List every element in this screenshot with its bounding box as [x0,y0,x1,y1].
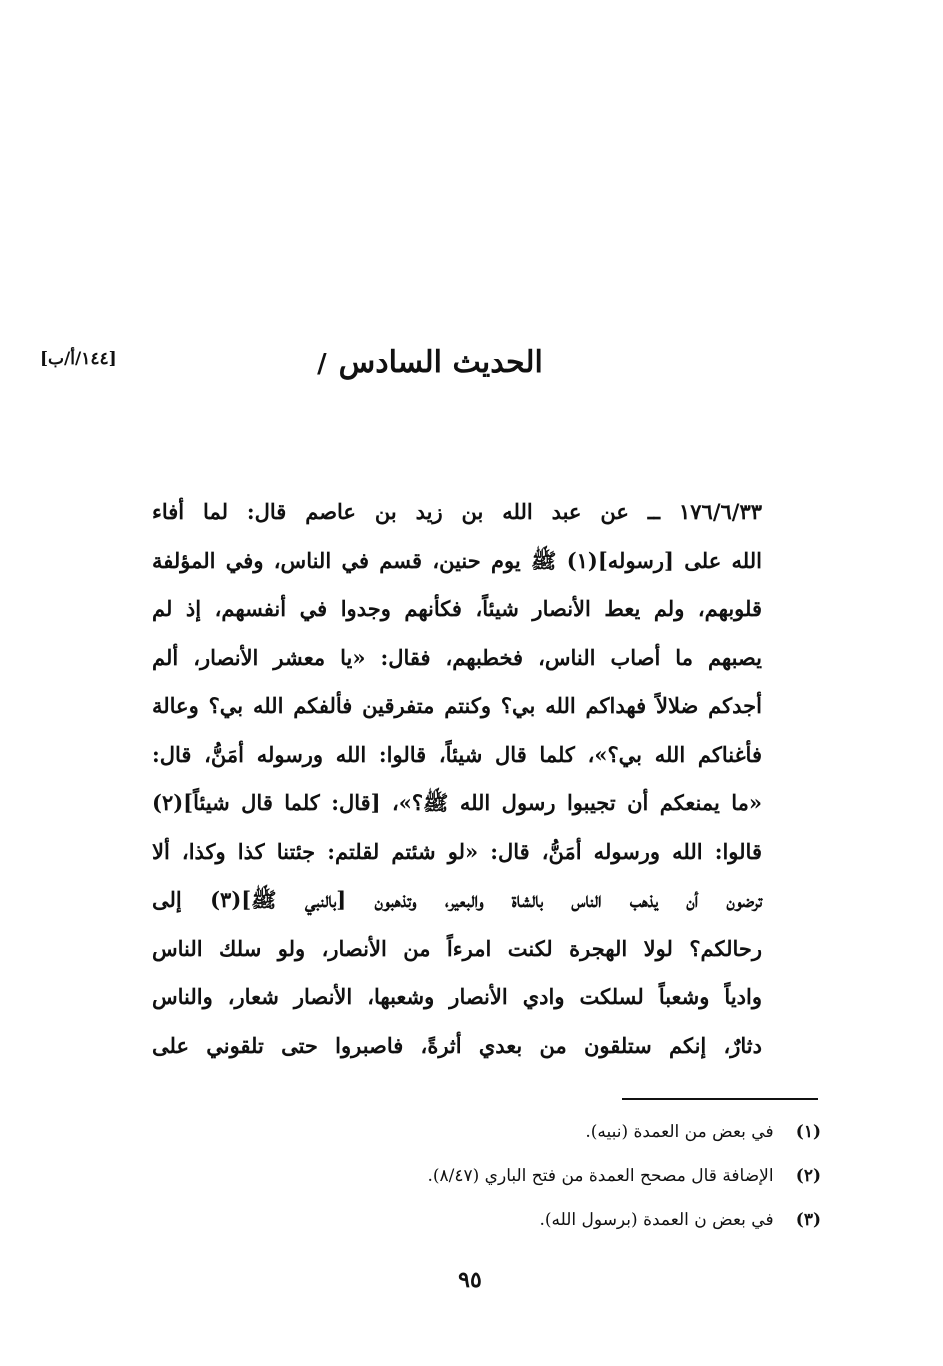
footnote-number: (٢) [795,1166,821,1186]
footnote [321,1198,821,1242]
hadith-text [152,488,762,1070]
page-number: ٩٥ [458,1267,482,1293]
folio-reference: [١٤٤/أ/ب] [40,349,117,369]
text-line: «ما يمنعكم أن تجيبوا رسول الله ﷺ؟»، [قال: كلما قال شيئاً](٢) [152,790,762,815]
text-line: دثارٌ، إنكم ستلقون من بعدي أثرةً، فاصبروا حتى تلقوني على [152,1032,762,1058]
text-line: يصبهم ما أصاب الناس، فخطبهم، فقال: «يا معشر الأنصار، ألم [152,644,762,670]
title-mark: / [317,349,327,379]
footnotes [321,1110,821,1242]
footnote-divider [622,1098,818,1100]
footnote [321,1110,821,1154]
chapter-title [40,338,820,389]
text-line: قالوا: الله ورسوله أمَنُّ، قال: «لو شئتم لقلتم: جئتنا كذا وكذا، ألا [152,838,762,864]
chapter-title-text: الحديث السادس [338,345,543,380]
footnote-number: (١) [795,1122,821,1142]
text-line: ترضون أن يذهب الناس بالشاة والبعير، وتذهبون [بالنبي ﷺ](٣) إلى [152,887,763,912]
text-line: ١٧٦/٦/٣٣ ــ عن عبد الله بن زيد بن عاصم قال: لما أفاء [152,499,762,524]
footnote-text: في بعض ن العمدة (برسول الله). [539,1210,774,1230]
text-line: فأغناكم الله بي؟»، كلما قال شيئاً، قالوا: الله ورسوله أمَنُّ، قال: [152,741,762,767]
footnote [321,1154,821,1198]
text-line: وادياً وشعباً لسلكت وادي الأنصار وشعبها، الأنصار شعار، والناس [152,984,762,1009]
footnote-number: (٣) [795,1210,821,1230]
text-line: الله على [رسوله](١) ﷺ يوم حنين، قسم في الناس، وفي المؤلفة [152,547,762,573]
text-line: قلوبهم، ولم يعط الأنصار شيئاً، فكأنهم وجدوا في أنفسهم، إذ لم [152,596,762,621]
text-line: أجدكم ضلالاً فهداكم الله بي؟ وكنتم متفرقين فألفكم الله بي؟ وعالة [152,693,762,718]
chapter-header [40,338,820,388]
footnote-text: في بعض من العمدة (نبيه). [585,1122,774,1142]
text-line: رحالكم؟ لولا الهجرة لكنت امرءاً من الأنصار، ولو سلك الناس [152,935,762,961]
footnote-text: الإضافة قال مصحح العمدة من فتح الباري (٨/٤٧). [427,1166,774,1186]
